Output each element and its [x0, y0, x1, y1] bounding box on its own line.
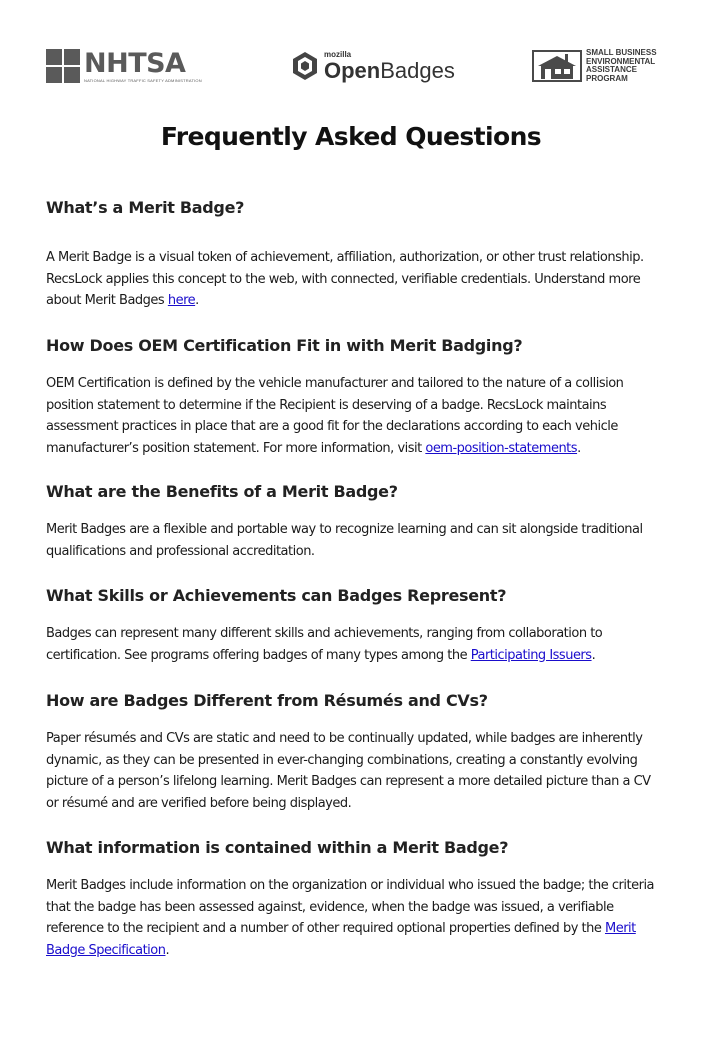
faq-answer: Merit Badges are a flexible and portable way to recognize learning and can sit alongside traditional qualifications and professional accreditation.: [46, 522, 643, 559]
faq-item: [46, 198, 658, 312]
faq-item: [46, 586, 658, 666]
faq-question: What Skills or Achievements can Badges Represent?: [46, 586, 507, 605]
openbadges-prefix: mozilla: [324, 49, 352, 59]
nhtsa-emblem-icon: [46, 49, 80, 83]
faq-answer: Merit Badges include information on the organization or individual who issued the badge; the criteria that the badge has been assessed against, evidence, when the badge was issued, a verifiable reference to the recipient and a number of other required optional properties defined by the Merit Badge Specification.: [46, 878, 655, 958]
faq-answer: OEM Certification is defined by the vehicle manufacturer and tailored to the nature of a collision position statement to determine if the Recipient is deserving of a badge. RecsLock maintains assessment practices in place that are a good fit for the declarations according to each vehicle manufacturer’s position statement. For more information, visit oem-position-statements.: [46, 376, 624, 456]
merit-badge-specification-link[interactable]: Merit Badge Specification: [46, 921, 636, 958]
faq-question: What information is contained within a Merit Badge?: [46, 838, 509, 857]
participating-issuers-link[interactable]: Participating Issuers: [470, 647, 592, 663]
here-link[interactable]: here: [167, 293, 196, 308]
page-title: Frequently Asked Questions: [160, 122, 542, 151]
faq-answer: Badges can represent many different skills and achievements, ranging from collaboration to certification. See programs offering badges of many types among the Participating Issuers.: [46, 626, 603, 663]
openbadges-logo: [292, 44, 455, 88]
faq-answer: Paper résumés and CVs are static and need to be continually updated, while badges are inherently dynamic, as they can be presented in ever-changing combinations, creating a constantly evolving picture of a person’s lifelong learning. Merit Badges can represent a more detailed picture than a CV or résumé and are verified before being displayed.: [46, 731, 651, 811]
faq-item: [46, 691, 658, 814]
faq-question: How are Badges Different from Résumés and CVs?: [46, 691, 488, 710]
faq-item: [46, 838, 658, 961]
faq-question: What’s a Merit Badge?: [46, 198, 245, 217]
faq-question: What are the Benefits of a Merit Badge?: [46, 482, 398, 501]
openbadges-hexagon-icon: [292, 51, 318, 81]
faq-question: How Does OEM Certification Fit in with Merit Badging?: [46, 336, 523, 355]
nhtsa-logo: [46, 44, 202, 88]
faq-item: [46, 336, 658, 459]
nhtsa-name: NHTSA: [84, 47, 186, 79]
faq-item: [46, 482, 658, 562]
openbadges-name: OpenBadges: [324, 57, 455, 83]
nhtsa-subtitle: NATIONAL HIGHWAY TRAFFIC SAFETY ADMINISTRATION: [84, 77, 202, 83]
oem-position-statements-link[interactable]: oem-position-statements: [425, 440, 578, 456]
faq-answer: A Merit Badge is a visual token of achievement, affiliation, authorization, or other trust relationship. RecsLock applies this concept to the web, with connected, verifiable credentials. Understand more about Merit Badges here.: [46, 250, 644, 308]
logo-header: [46, 44, 656, 88]
sbeap-building-icon: [532, 48, 582, 84]
sbeap-logo: [532, 44, 666, 88]
sbeap-name: SMALL BUSINESS ENVIRONMENTAL ASSISTANCE PROGRAM: [586, 48, 657, 83]
